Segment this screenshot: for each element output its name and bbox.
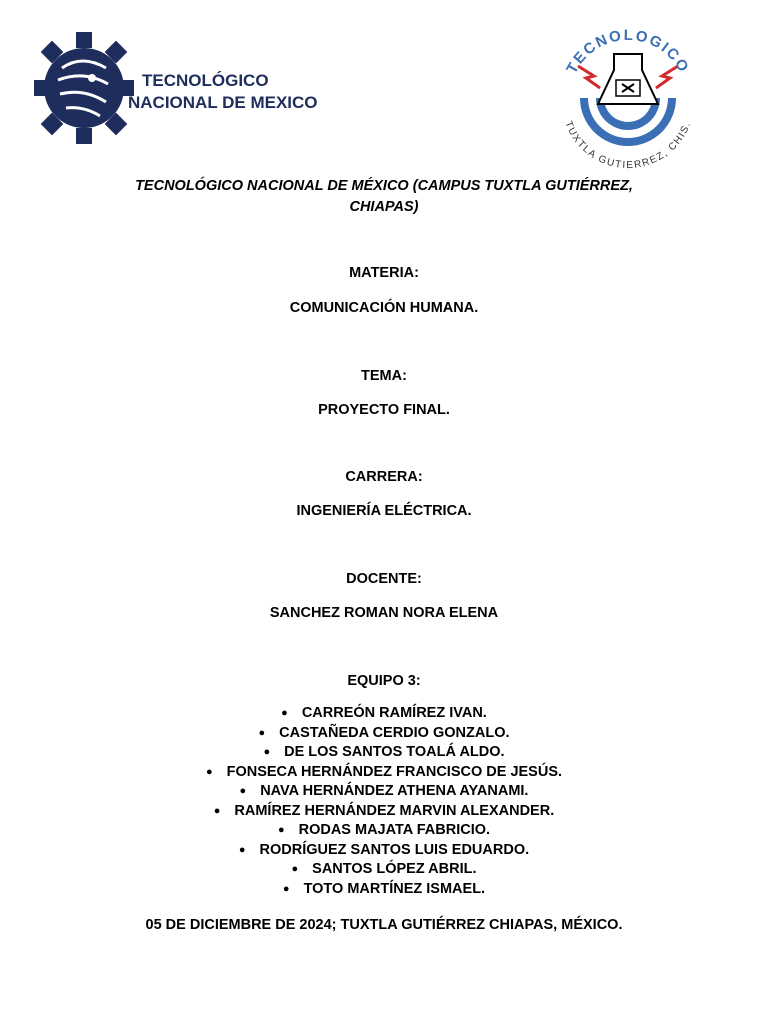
bullet-icon: ●: [238, 843, 246, 856]
bullet-icon: ●: [239, 785, 247, 797]
logo-right-bottom-text: TUXTLA GUTIERREZ, CHIS.: [562, 119, 694, 172]
list-item: [0, 841, 768, 861]
team-heading: EQUIPO 3:: [347, 673, 421, 689]
member-name: RODAS MAJATA FABRICIO.: [298, 822, 491, 838]
materia-heading: MATERIA:: [349, 265, 419, 281]
member-name: TOTO MARTÍNEZ ISMAEL.: [303, 880, 486, 897]
member-name: CARREÓN RAMÍREZ IVAN.: [301, 705, 487, 721]
logo-left-line1: TECNOLÓGICO: [142, 71, 269, 90]
member-name: CASTAÑEDA CERDIO GONZALO.: [279, 724, 510, 741]
bullet-icon: ●: [281, 707, 288, 719]
team-member-list: [0, 704, 768, 899]
member-name: RAMÍREZ HERNÁNDEZ MARVIN ALEXANDER.: [234, 802, 555, 819]
bullet-icon: ●: [258, 726, 266, 739]
list-item: [0, 802, 768, 822]
list-item: [0, 724, 768, 744]
member-name: FONSECA HERNÁNDEZ FRANCISCO DE JESÚS.: [226, 763, 563, 780]
bullet-icon: ●: [277, 824, 285, 836]
tema-heading: TEMA:: [361, 368, 407, 384]
bullet-icon: ●: [291, 863, 299, 875]
document-title: TECNOLÓGICO NACIONAL DE MÉXICO (CAMPUS TUXTLA GUTIÉRREZ, CHIAPAS): [135, 178, 633, 215]
ittg-logo: [548, 18, 708, 178]
bullet-icon: ●: [263, 746, 271, 758]
list-item: [0, 763, 768, 783]
list-item: [0, 782, 768, 802]
docente-heading: DOCENTE:: [346, 571, 422, 587]
member-name: NAVA HERNÁNDEZ ATHENA AYANAMI.: [260, 783, 529, 799]
member-name: SANTOS LÓPEZ ABRIL.: [312, 861, 477, 877]
materia-value: COMUNICACIÓN HUMANA.: [289, 300, 479, 316]
member-name: DE LOS SANTOS TOALÁ ALDO.: [284, 744, 505, 760]
tecnm-logo: [34, 24, 318, 154]
carrera-value: INGENIERÍA ELÉCTRICA.: [296, 503, 472, 519]
list-item: [0, 704, 768, 724]
tema-value: PROYECTO FINAL.: [318, 402, 450, 418]
bullet-icon: ●: [282, 882, 290, 895]
list-item: [0, 880, 768, 900]
bullet-icon: ●: [213, 804, 221, 817]
docente-value: SANCHEZ ROMAN NORA ELENA: [269, 605, 499, 621]
list-item: [0, 860, 768, 880]
list-item: [0, 743, 768, 763]
logo-right-top-text: TECNOLOGICO: [563, 26, 693, 77]
list-item: [0, 821, 768, 841]
carrera-heading: CARRERA:: [345, 469, 423, 485]
member-name: RODRÍGUEZ SANTOS LUIS EDUARDO.: [259, 841, 530, 858]
date-location-footer: 05 DE DICIEMBRE DE 2024; TUXTLA GUTIÉRREZ CHIAPAS, MÉXICO.: [145, 917, 623, 933]
logo-left-line2: NACIONAL DE MEXICO: [128, 93, 318, 112]
bullet-icon: ●: [205, 765, 213, 778]
